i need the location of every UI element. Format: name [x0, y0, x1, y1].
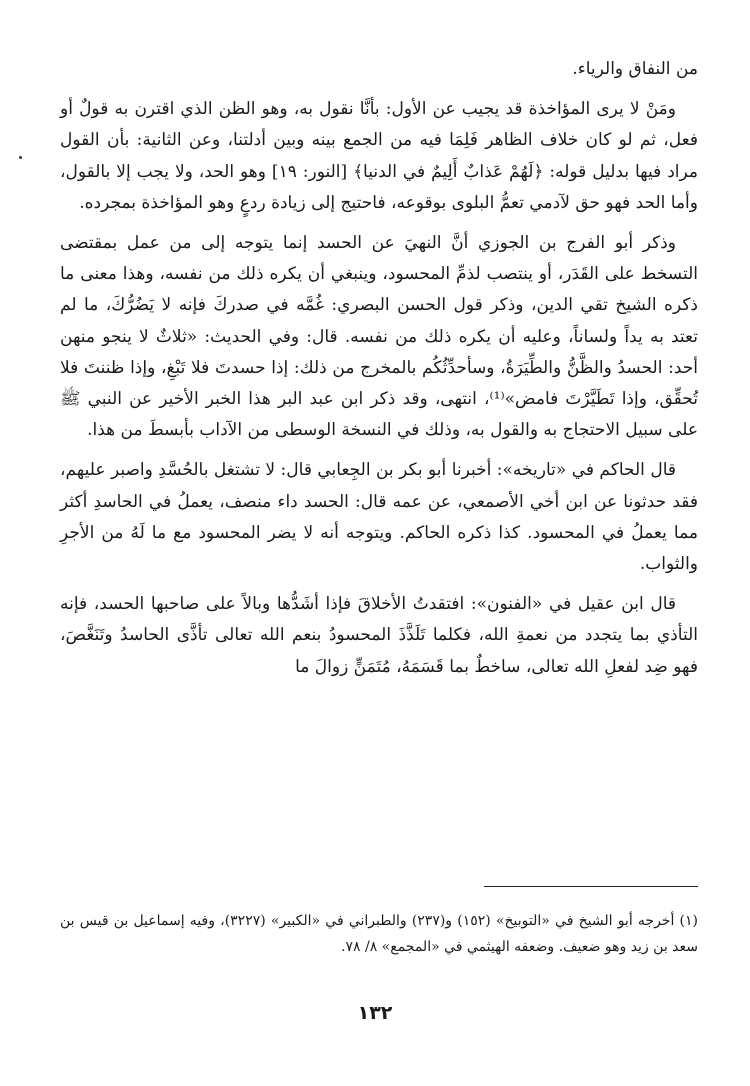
footnotes: [60, 908, 698, 960]
footnote-separator: [484, 886, 698, 887]
paragraph: وذكر أبو الفرج بن الجوزي أنَّ النهيَ عن الحسد إنما يتوجه إلى من عمل بمقتضى التسخط على القَدَر، أو ينتصب لذمِّ المحسود، وينبغي أن يكره ذلك من نفسه، وهذا معنى ما ذكره الشيخ تقي الدين، وذكر قول الحسن البصري: غُمَّه في صدركَ فإنه لا يَضُرُّكَ، ما لم تعتد به يداً ولساناً، وعليه أن يكره ذلك من نفسه. قال: وفي الحديث: «ثلاثٌ لا ينجو منهن أحد: الحسدُ والظَّنُّ والطِّيَرَةُ، وسأحدِّثُكُم بالمخرج من ذلك: إذا حسدتَ فلا تَبْغِ، وإذا ظننتَ فلا تُحقِّق، وإذا تَطَيَّرْتَ فامض»⁽¹⁾، انتهى، وقد ذكر ابن عبد البر هذا الخبر الأخير عن النبي ﷺ على سبيل الاحتجاج به والقول به، وذلك في النسخة الوسطى من الآداب بأبسطَ من هذا.: [60, 233, 698, 441]
paragraph: من النفاق والرياء.: [572, 59, 698, 79]
paragraph: قال الحاكم في «تاريخه»: أخبرنا أبو بكر بن الجِعابي قال: لا تشتغل بالحُسَّدِ واصبر عليهم، فقد حدثونا عن ابن أخي الأصمعي، عن عمه قال: الحسد داء منصف، يعملُ في الحاسدِ أكثر مما يعملُ في المحسود. كذا ذكره الحاكم. ويتوجه أنه لا يضر المحسود مع ما لَهُ من الأجرِ والثواب.: [60, 460, 698, 575]
footnote: (١) أخرجه أبو الشيخ في «التوبيخ» (١٥٢) و(٢٣٧) والطبراني في «الكبير» (٣٢٢٧)، وفيه إسماعيل بن قيس بن سعد بن زيد وهو ضعيف. وضعفه الهيثمي في «المجمع» ٨/ ٧٨.: [60, 913, 698, 955]
page-number: ١٣٢: [357, 1002, 393, 1024]
main-text: [60, 54, 698, 683]
paragraph: قال ابن عقيل في «الفنون»: افتقدتُ الأخلاقَ فإذا أشَدُّها وبالاً على صاحبها الحسد، فإنه التأذي بما يتجدد من نعمةِ الله، فكلما تَلَذَّذَ المحسودُ بنعم الله تعالى تأذَّى الحاسدُ وتَنَغَّصَ، فهو ضِد لفعلِ الله تعالى، ساخطٌ بما قَسَمَهُ، مُتَمَنٍّ زوالَ ما: [60, 594, 698, 677]
paragraph: ومَنْ لا يرى المؤاخذة قد يجيب عن الأول: بأنَّا نقول به، وهو الظن الذي اقترن به قولٌ أو فعل، ثم لو كان خلاف الظاهر فَلِمَا فيه من الجمع بينه وبين أدلتنا، وعن الثانية: بأن القول مراد فيها بدليل قوله: ﴿لَهُمْ عَذابٌ أَلِيمٌ في الدنيا﴾ [النور: ١٩] وهو الحد، ولا يجب إلا بالقول، وأما الحد فهو حق لآدمي تعمُّ البلوى بوقوعه، فاحتيج إلى زيادة ردعٍ وهو المؤاخذة بمجرده.: [60, 99, 698, 213]
margin-mark: [19, 156, 22, 159]
